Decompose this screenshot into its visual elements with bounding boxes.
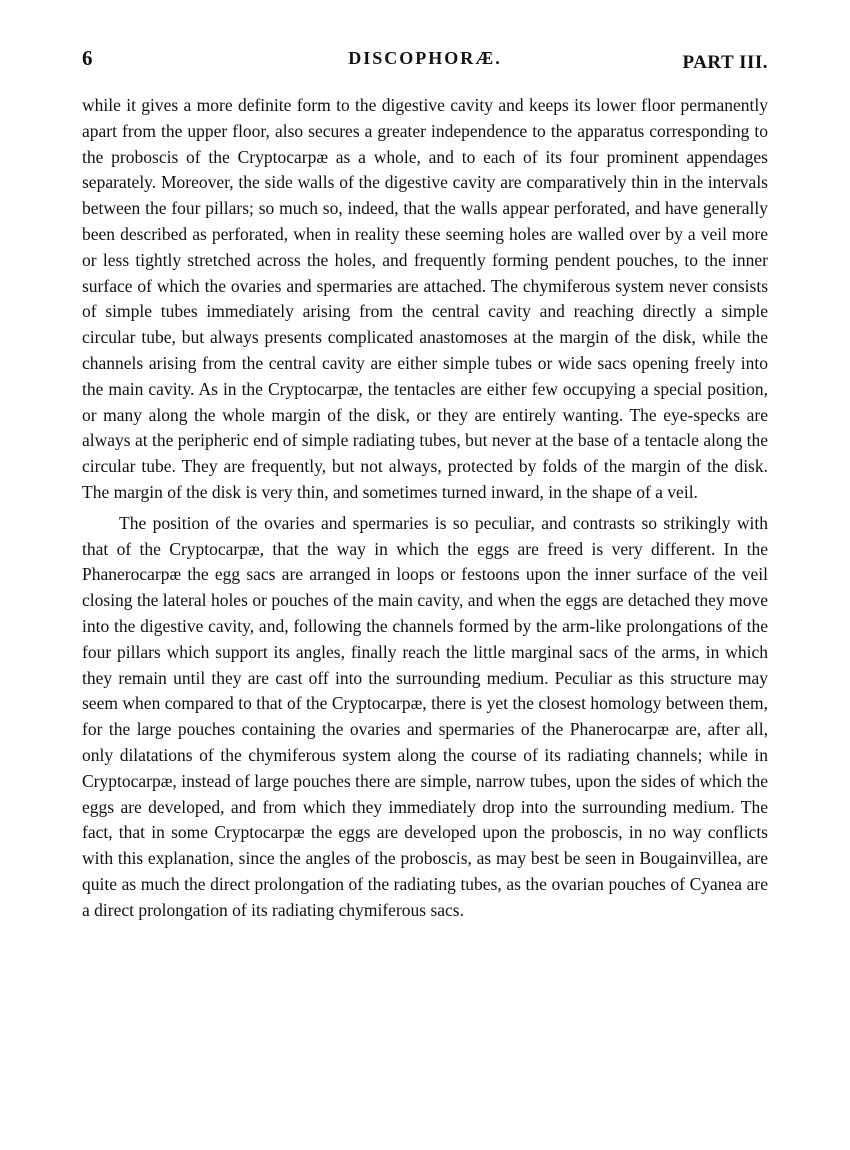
page-header	[82, 46, 768, 76]
running-title: DISCOPHORÆ.	[348, 48, 502, 68]
paragraph-ovaries-spermaries: The position of the ovaries and spermaries is so peculiar, and contrasts so strikingly with that of the Cryptocarpæ, that the way in which the eggs are freed is very different. In the Phanerocarpæ the egg sacs are arranged in loops or festoons upon the inner surface of the veil closing the lateral holes or pouches of the main cavity, and when the eggs are detached they move into the digestive cavity, and, following the channels formed by the arm-like prolongations of the four pillars which support its angles, finally reach the little marginal sacs of the arms, in which they remain until they are cast off into the surrounding medium. Peculiar as this structure may seem when compared to that of the Cryptocarpæ, there is yet the closest homology between them, for the large pouches containing the ovaries and spermaries of the Phanerocarpæ are, after all, only dilatations of the chymiferous system along the course of its radiating channels; while in Cryptocarpæ, instead of large pouches there are simple, narrow tubes, upon the sides of which the eggs are developed, and from which they immediately drop into the surrounding medium. The fact, that in some Cryptocarpæ the eggs are developed upon the proboscis, in no way conflicts with this explanation, since the angles of the proboscis, as may best be seen in Bougainvillea, are quite as much the direct prolongation of the radiating tubes, as the ovarian pouches of Cyanea are a direct prolongation of its radiating chymiferous sacs.	[82, 512, 768, 920]
body-text	[82, 93, 768, 924]
part-label: PART III.	[682, 52, 768, 73]
paragraph-continued: while it gives a more definite form to the digestive cavity and keeps its lower floor permanently apart from the upper floor, also secures a greater independence to the apparatus corresponding to the proboscis of the Cryptocarpæ as a whole, and to each of its four prominent appendages separately. Moreover, the side walls of the digestive cavity are comparatively thin in the intervals between the four pillars; so much so, indeed, that the walls appear perforated, and have generally been described as perforated, when in reality these seeming holes are walled over by a veil more or less tightly stretched across the holes, and frequently forming pendent pouches, to the inner surface of which the ovaries and spermaries are attached. The chymiferous system never consists of simple tubes immediately arising from the central cavity and reaching directly a simple circular tube, but always presents complicated anastomoses at the margin of the disk, while the channels arising from the central cavity are either simple tubes or wide sacs opening freely into the main cavity. As in the Cryptocarpæ, the tentacles are either few occupying a special position, or many along the whole margin of the disk, or they are entirely wanting. The eye-specks are always at the peripheric end of simple radiating tubes, but never at the base of a tentacle along the circular tube. They are frequently, but not always, protected by folds of the margin of the disk. The margin of the disk is very thin, and sometimes turned inward, in the shape of a veil.	[82, 95, 768, 502]
page-number: 6	[82, 46, 93, 70]
